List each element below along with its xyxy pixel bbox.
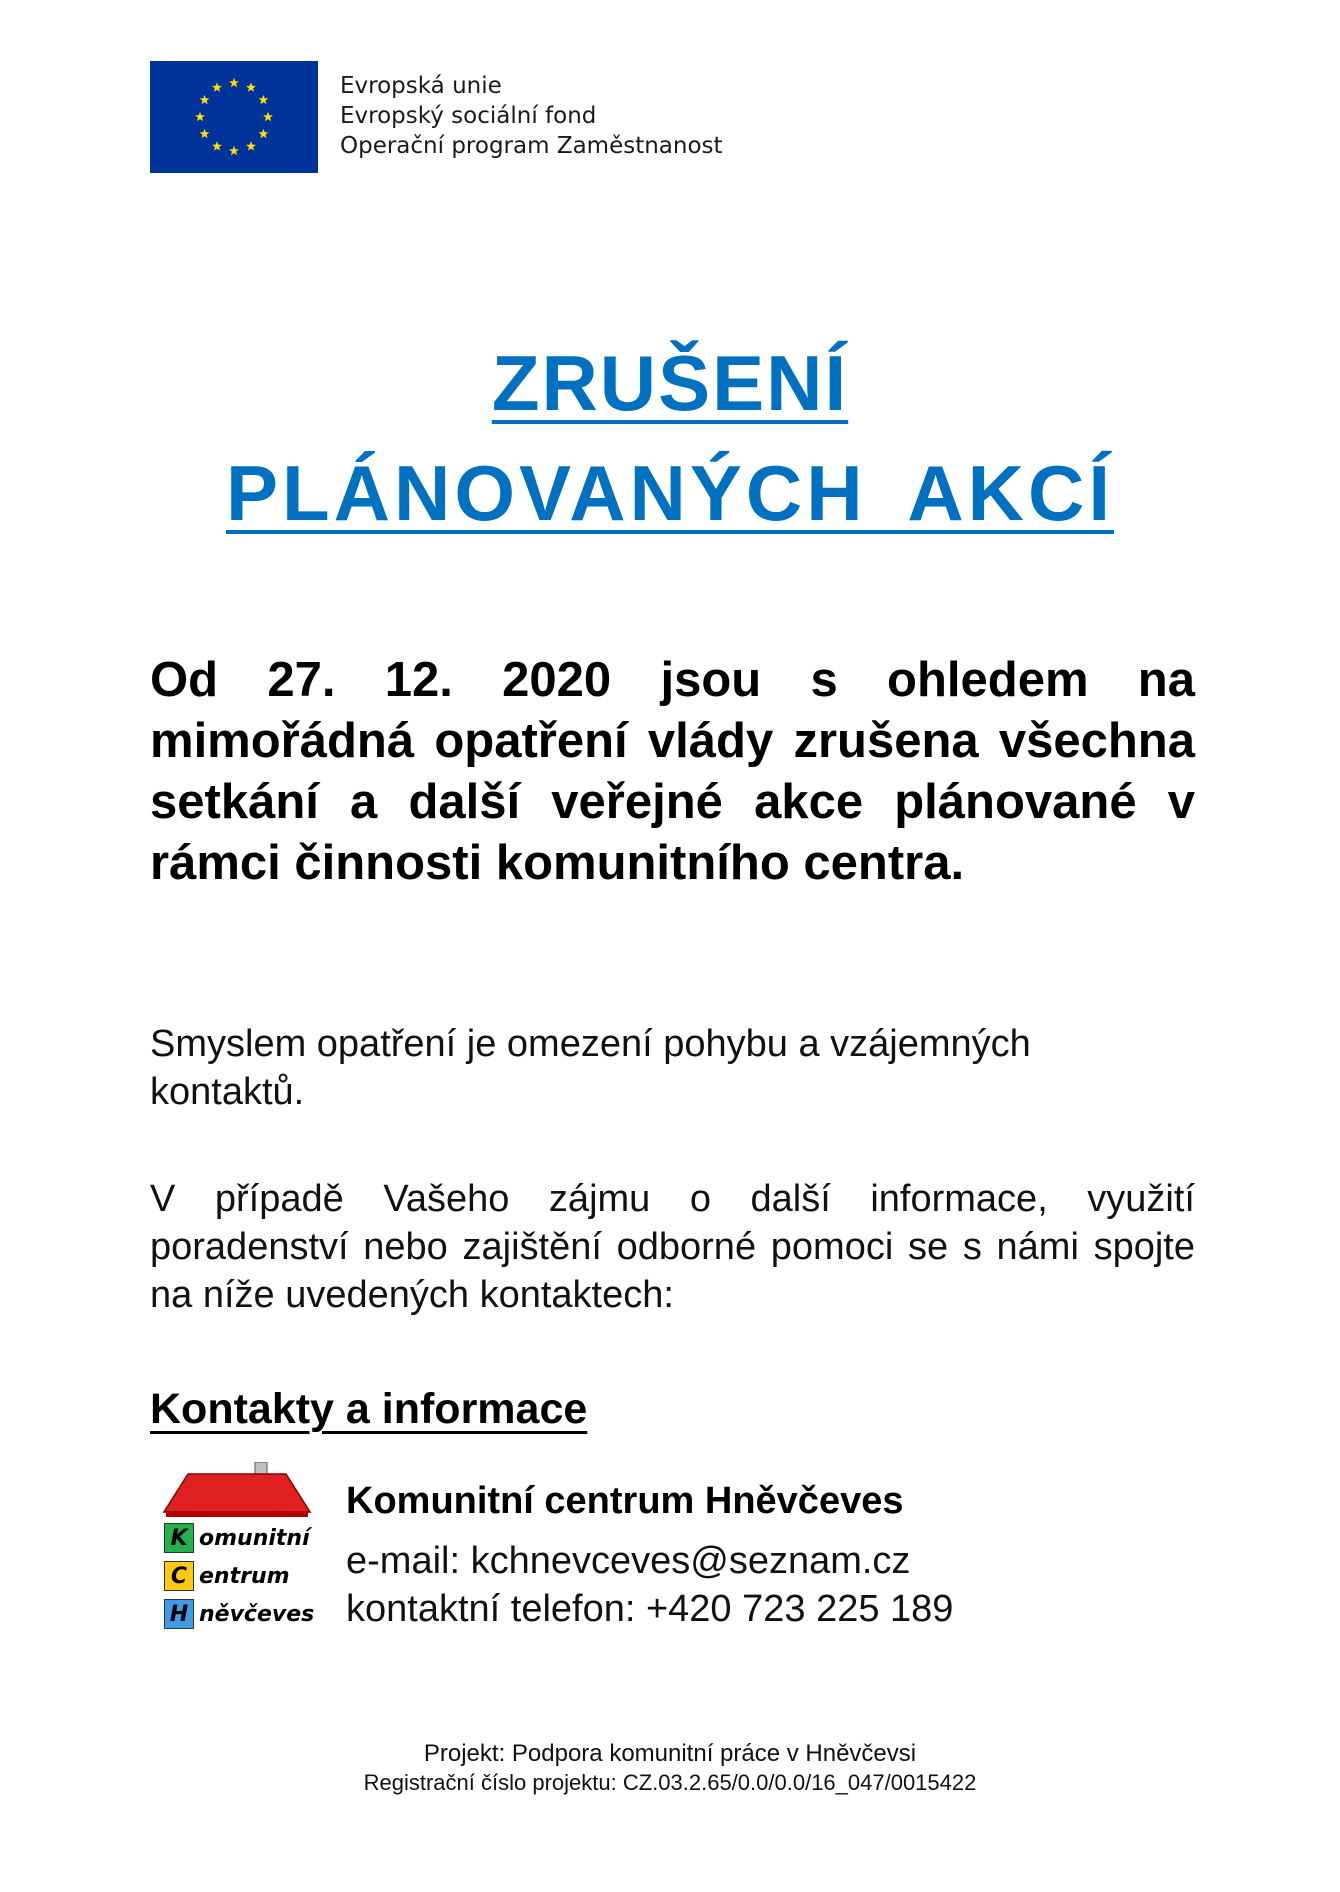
logo-word-k: omunitní <box>199 1525 310 1551</box>
main-paragraph: Od 27. 12. 2020 jsou s ohledem na mimořádná opatření vlády zrušena všechna setkání a další veřejné akce plánované v rámci činnosti komunitního centra. <box>150 653 1195 890</box>
title-line-2: PLÁNOVANÝCH AKCÍ <box>225 449 1114 537</box>
organization-name: Komunitní centrum Hněvčeves <box>346 1480 904 1522</box>
eu-star-icon <box>263 112 273 121</box>
eu-star-icon <box>212 82 222 91</box>
phone-line: kontaktní telefon: +420 723 225 189 <box>346 1588 954 1630</box>
logo-letter-k: K <box>164 1523 194 1553</box>
logo-word-h: něvčeves <box>199 1601 315 1627</box>
email-line: e-mail: kchnevceves@seznam.cz <box>346 1540 911 1582</box>
eu-line-3: Operační program Zaměstnanost <box>340 133 723 159</box>
eu-line-1: Evropská unie <box>340 73 502 99</box>
logo-row-h <box>164 1598 314 1630</box>
paragraph-purpose: Smyslem opatření je omezení pohybu a vzájemných kontaktů. <box>150 1023 1031 1113</box>
footer-registration: Registrační číslo projektu: CZ.03.2.65/0.0/0.0/16_047/0015422 <box>363 1770 977 1795</box>
logo-row-c <box>164 1560 290 1592</box>
eu-star-icon <box>229 78 239 87</box>
contacts-heading: Kontakty a informace <box>150 1385 588 1433</box>
eu-star-icon <box>246 82 256 91</box>
community-center-logo <box>160 1462 320 1642</box>
logo-row-k <box>164 1522 310 1554</box>
eu-flag-icon <box>150 61 318 173</box>
eu-star-icon <box>212 141 222 150</box>
eu-text <box>340 71 723 161</box>
eu-star-icon <box>259 129 269 138</box>
logo-letter-c: C <box>164 1561 194 1591</box>
eu-line-2: Evropský sociální fond <box>340 103 597 129</box>
house-roof-icon <box>160 1462 320 1522</box>
eu-star-icon <box>259 95 269 104</box>
eu-header <box>150 61 723 173</box>
logo-word-c: entrum <box>199 1563 290 1589</box>
eu-star-icon <box>246 141 256 150</box>
title-line-1: ZRUŠENÍ <box>491 339 849 427</box>
eu-star-icon <box>229 146 239 155</box>
paragraph-contact-info: V případě Vašeho zájmu o další informace, využití poradenství nebo zajištění odborné pomoci se s námi spojte na níže uvedených kontaktech: <box>150 1178 1195 1316</box>
footer-project: Projekt: Podpora komunitní práce v Hněvčevsi <box>423 1740 917 1767</box>
eu-star-icon <box>195 112 205 121</box>
logo-letter-h: H <box>164 1599 194 1629</box>
eu-star-icon <box>200 129 210 138</box>
eu-star-icon <box>200 95 210 104</box>
